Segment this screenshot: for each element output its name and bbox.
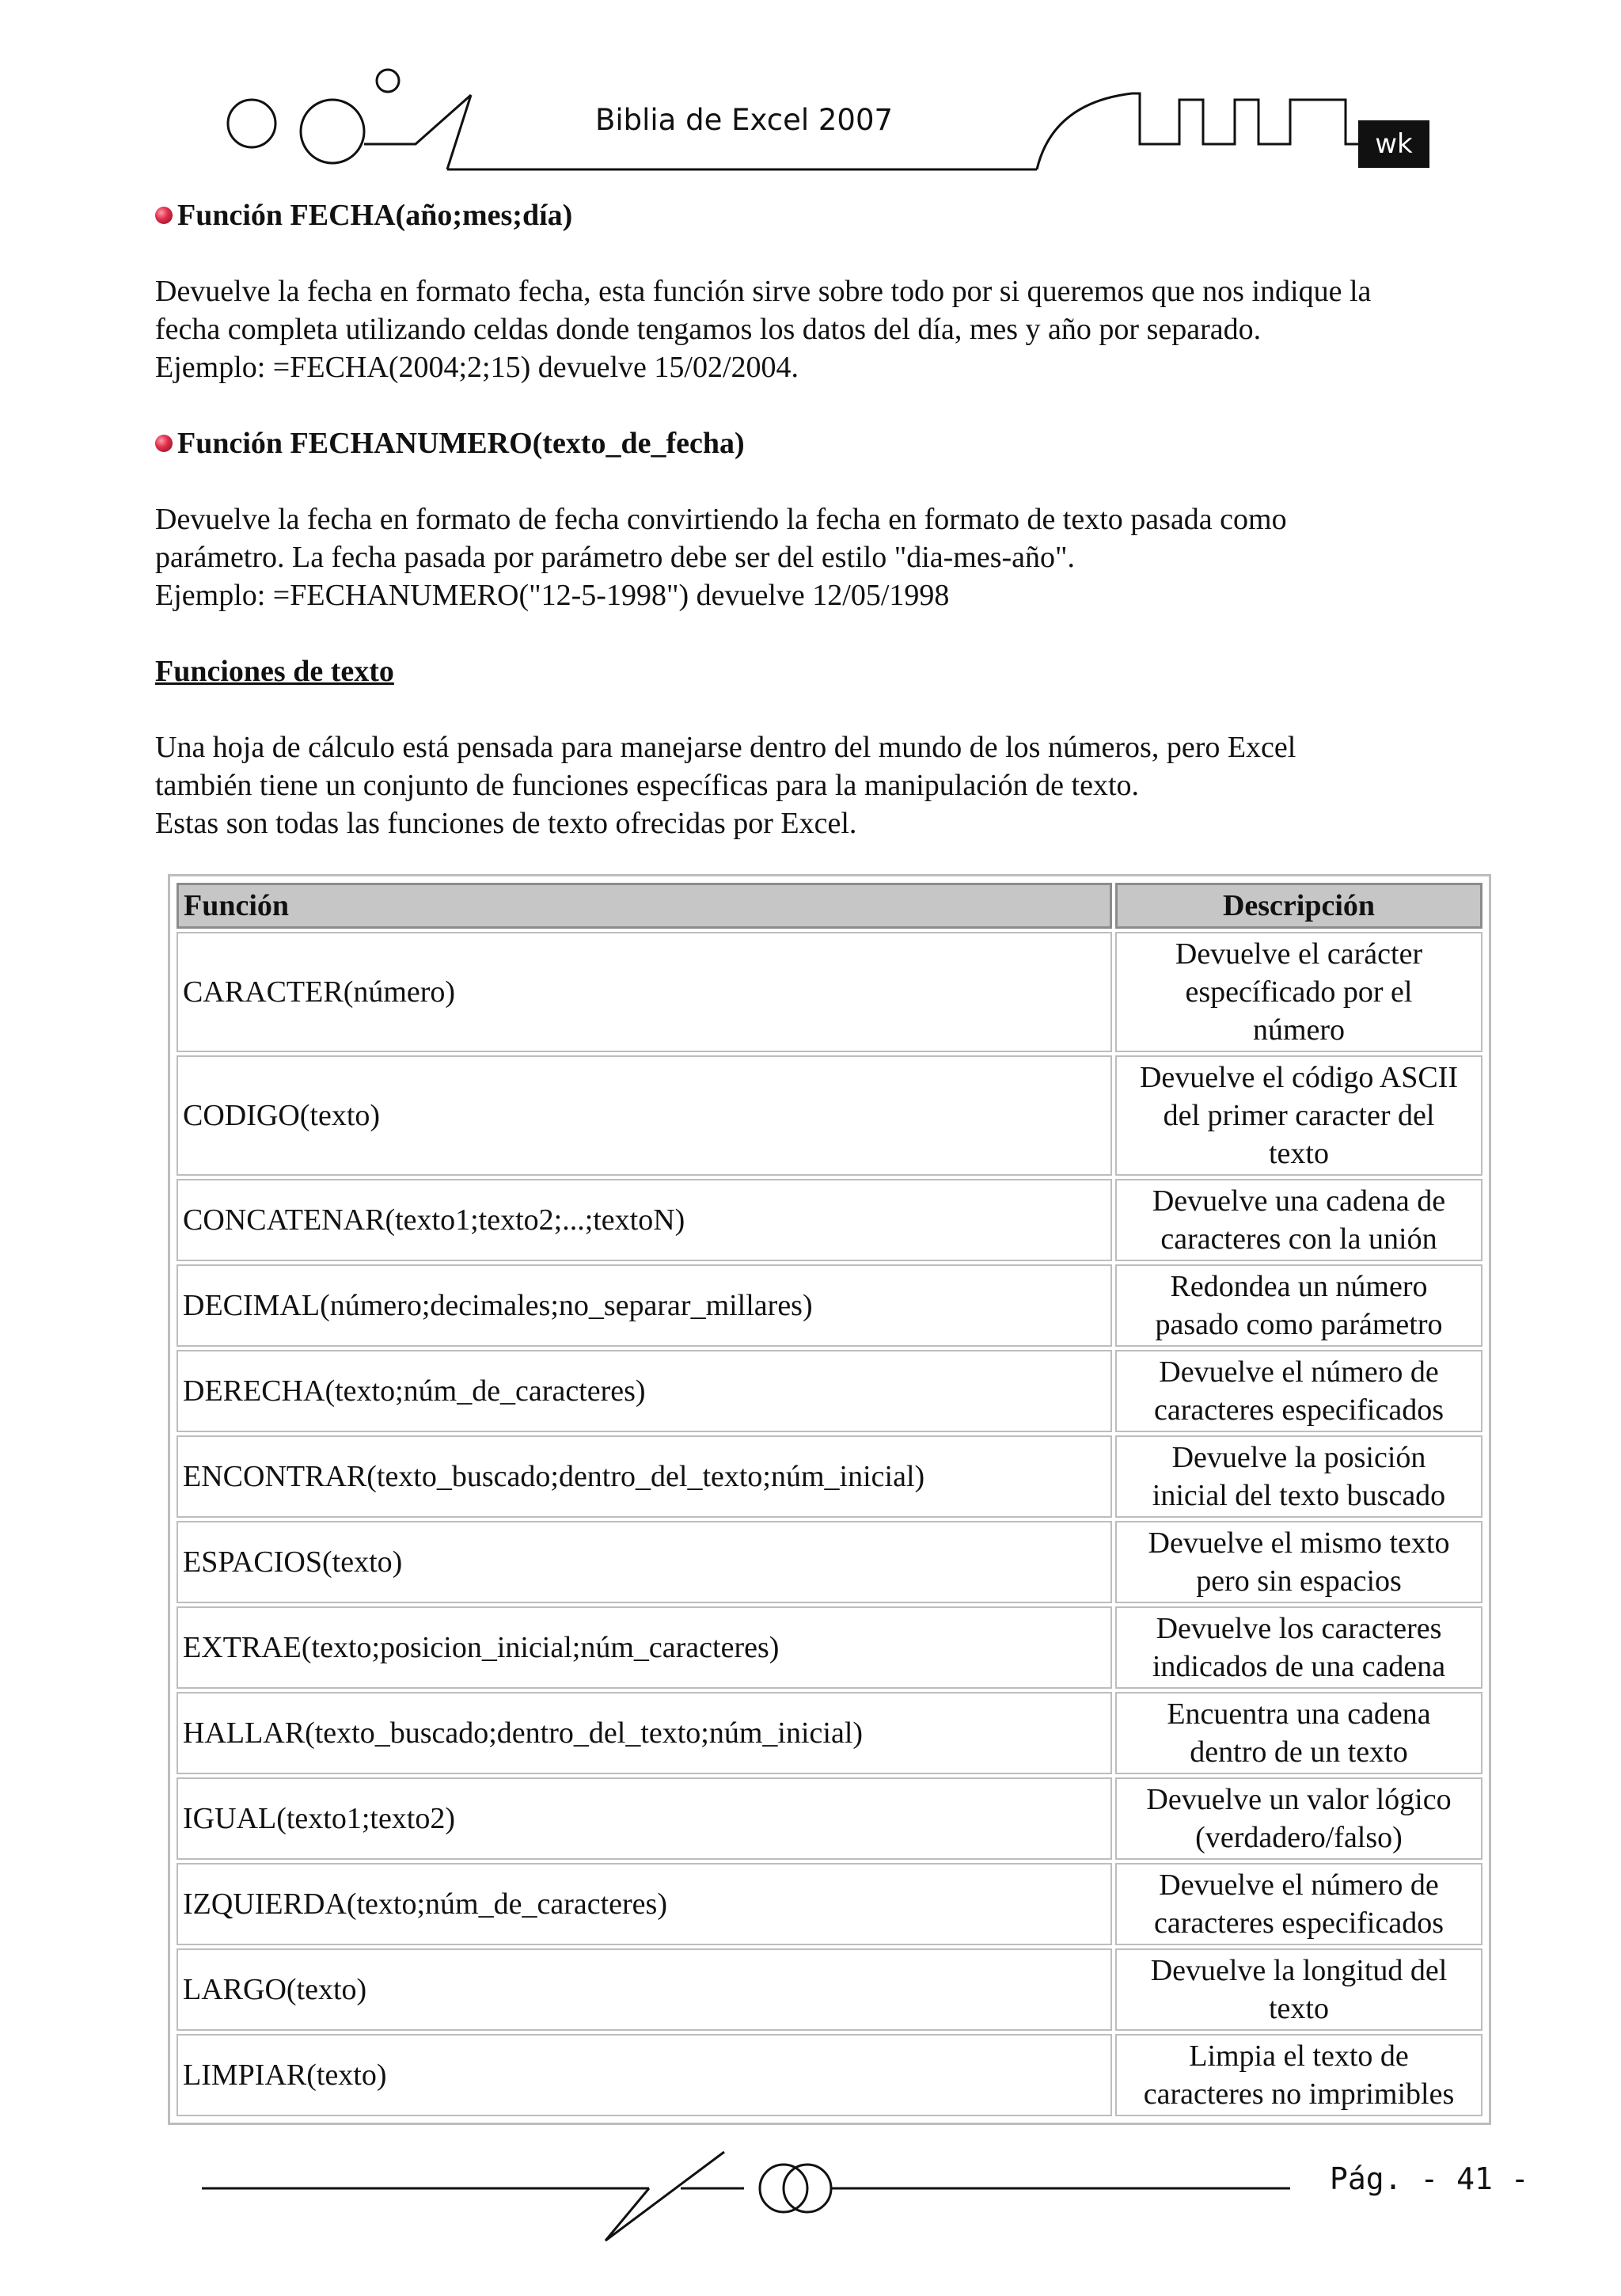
description-line: (verdadero/falso) [1195,1821,1403,1854]
description-cell [1115,1521,1482,1603]
paragraph-texto-line-2: también tiene un conjunto de funciones específicas para la manipulación de texto. [155,769,1139,802]
table-row [177,1948,1482,2031]
description-cell [1115,1264,1482,1347]
description-line: caracteres especificados [1153,1906,1444,1940]
table-row [177,1350,1482,1432]
table-row [177,1521,1482,1603]
function-cell: IZQUIERDA(texto;núm_de_caracteres) [177,1863,1112,1945]
table-row [177,932,1482,1052]
description-line: Devuelve el número de [1159,1355,1439,1389]
heading-fecha [155,196,1485,234]
table-row [177,1179,1482,1261]
description-cell [1115,1863,1482,1945]
function-cell: CONCATENAR(texto1;texto2;...;textoN) [177,1179,1112,1261]
description-line: Devuelve el número de [1159,1868,1439,1902]
function-cell: IGUAL(texto1;texto2) [177,1777,1112,1860]
description-line: Devuelve el código ASCII [1139,1061,1459,1094]
description-line: Devuelve el mismo texto [1148,1526,1450,1560]
header-circle-small [228,100,275,147]
header-circle-tiny [377,70,399,92]
description-line: caracteres especificados [1153,1393,1444,1427]
header-title: Biblia de Excel 2007 [594,103,894,137]
function-cell: ENCONTRAR(texto_buscado;dentro_del_texto;núm_inicial) [177,1435,1112,1518]
paragraph-fechanumero-line-3: Ejemplo: =FECHANUMERO("12-5-1998") devuelve 12/05/1998 [155,579,950,612]
description-cell [1115,1777,1482,1860]
header-badge: wk [1358,120,1429,168]
description-line: indicados de una cadena [1152,1650,1446,1683]
description-line: Devuelve la posición [1171,1441,1426,1474]
description-cell [1115,1350,1482,1432]
description-line: pero sin espacios [1196,1564,1402,1598]
section-title-texto: Funciones de texto [155,655,394,688]
description-cell [1115,1606,1482,1689]
description-cell [1115,932,1482,1052]
header-descripcion: Descripción [1115,883,1482,929]
description-line: Devuelve un valor lógico [1146,1783,1452,1816]
paragraph-fecha-line-3: Ejemplo: =FECHA(2004;2;15) devuelve 15/02/2004. [155,351,799,384]
description-line: caracteres con la unión [1160,1222,1437,1256]
description-line: texto [1269,1137,1329,1170]
function-cell: EXTRAE(texto;posicion_inicial;núm_caracteres) [177,1606,1112,1689]
table-row [177,1435,1482,1518]
bullet-icon [155,435,173,452]
table-row [177,1863,1482,1945]
page-number: Pág. - 41 - [1330,2161,1529,2196]
table-row [177,2034,1482,2116]
table-header-row [177,883,1482,929]
description-line: caracteres no imprimibles [1143,2077,1455,2111]
description-line: dentro de un texto [1190,1735,1408,1769]
description-line: número [1252,1013,1346,1047]
paragraph-fecha-line-1: Devuelve la fecha en formato fecha, esta función sirve sobre todo por si queremos que nos indique la [155,275,1372,308]
function-cell: LIMPIAR(texto) [177,2034,1112,2116]
paragraph-fechanumero-line-2: parámetro. La fecha pasada por parámetro debe ser del estilo "dia-mes-año". [155,541,1076,574]
description-cell [1115,2034,1482,2116]
table-row [177,1692,1482,1774]
function-cell: ESPACIOS(texto) [177,1521,1112,1603]
bullet-icon [155,207,173,224]
description-line: Limpia el texto de [1189,2039,1409,2073]
description-line: inicial del texto buscado [1152,1479,1446,1512]
functions-table [168,874,1491,2125]
table-row [177,1264,1482,1347]
description-cell [1115,1948,1482,2031]
description-line: Devuelve los caracteres [1156,1612,1442,1645]
header-funcion: Función [177,883,1112,929]
paragraph-fechanumero-line-1: Devuelve la fecha en formato de fecha convirtiendo la fecha en formato de texto pasada como [155,503,1287,536]
description-line: Devuelve el carácter [1175,937,1423,971]
paragraph-fecha-line-2: fecha completa utilizando celdas donde tengamos los datos del día, mes y año por separado. [155,313,1262,346]
description-line: texto [1269,1992,1329,2025]
function-cell: DECIMAL(número;decimales;no_separar_millares) [177,1264,1112,1347]
table-row [177,1606,1482,1689]
description-line: Encuentra una cadena [1167,1697,1431,1731]
description-line: Devuelve una cadena de [1152,1184,1446,1218]
function-cell: CARACTER(número) [177,932,1112,1052]
heading-fechanumero [155,424,1485,462]
heading-fechanumero-text: Función FECHANUMERO(texto_de_fecha) [177,427,745,460]
heading-fecha-text: Función FECHA(año;mes;día) [177,199,573,232]
description-line: específicado por el [1185,975,1413,1009]
header-circle-large [301,100,364,163]
description-line: Devuelve la longitud del [1150,1954,1448,1987]
description-cell [1115,1055,1482,1176]
paragraph-texto-line-3: Estas son todas las funciones de texto ofrecidas por Excel. [155,807,857,840]
page-content [155,196,1485,842]
table-row [177,1777,1482,1860]
description-line: pasado como parámetro [1155,1308,1443,1341]
function-cell: LARGO(texto) [177,1948,1112,2031]
description-line: Redondea un número [1170,1270,1428,1303]
function-cell: DERECHA(texto;núm_de_caracteres) [177,1350,1112,1432]
description-cell [1115,1179,1482,1261]
paragraph-texto-line-1: Una hoja de cálculo está pensada para manejarse dentro del mundo de los números, pero Excel [155,731,1296,764]
description-line: del primer caracter del [1163,1099,1435,1132]
description-cell [1115,1435,1482,1518]
function-cell: CODIGO(texto) [177,1055,1112,1176]
table-row [177,1055,1482,1176]
function-cell: HALLAR(texto_buscado;dentro_del_texto;núm_inicial) [177,1692,1112,1774]
description-cell [1115,1692,1482,1774]
